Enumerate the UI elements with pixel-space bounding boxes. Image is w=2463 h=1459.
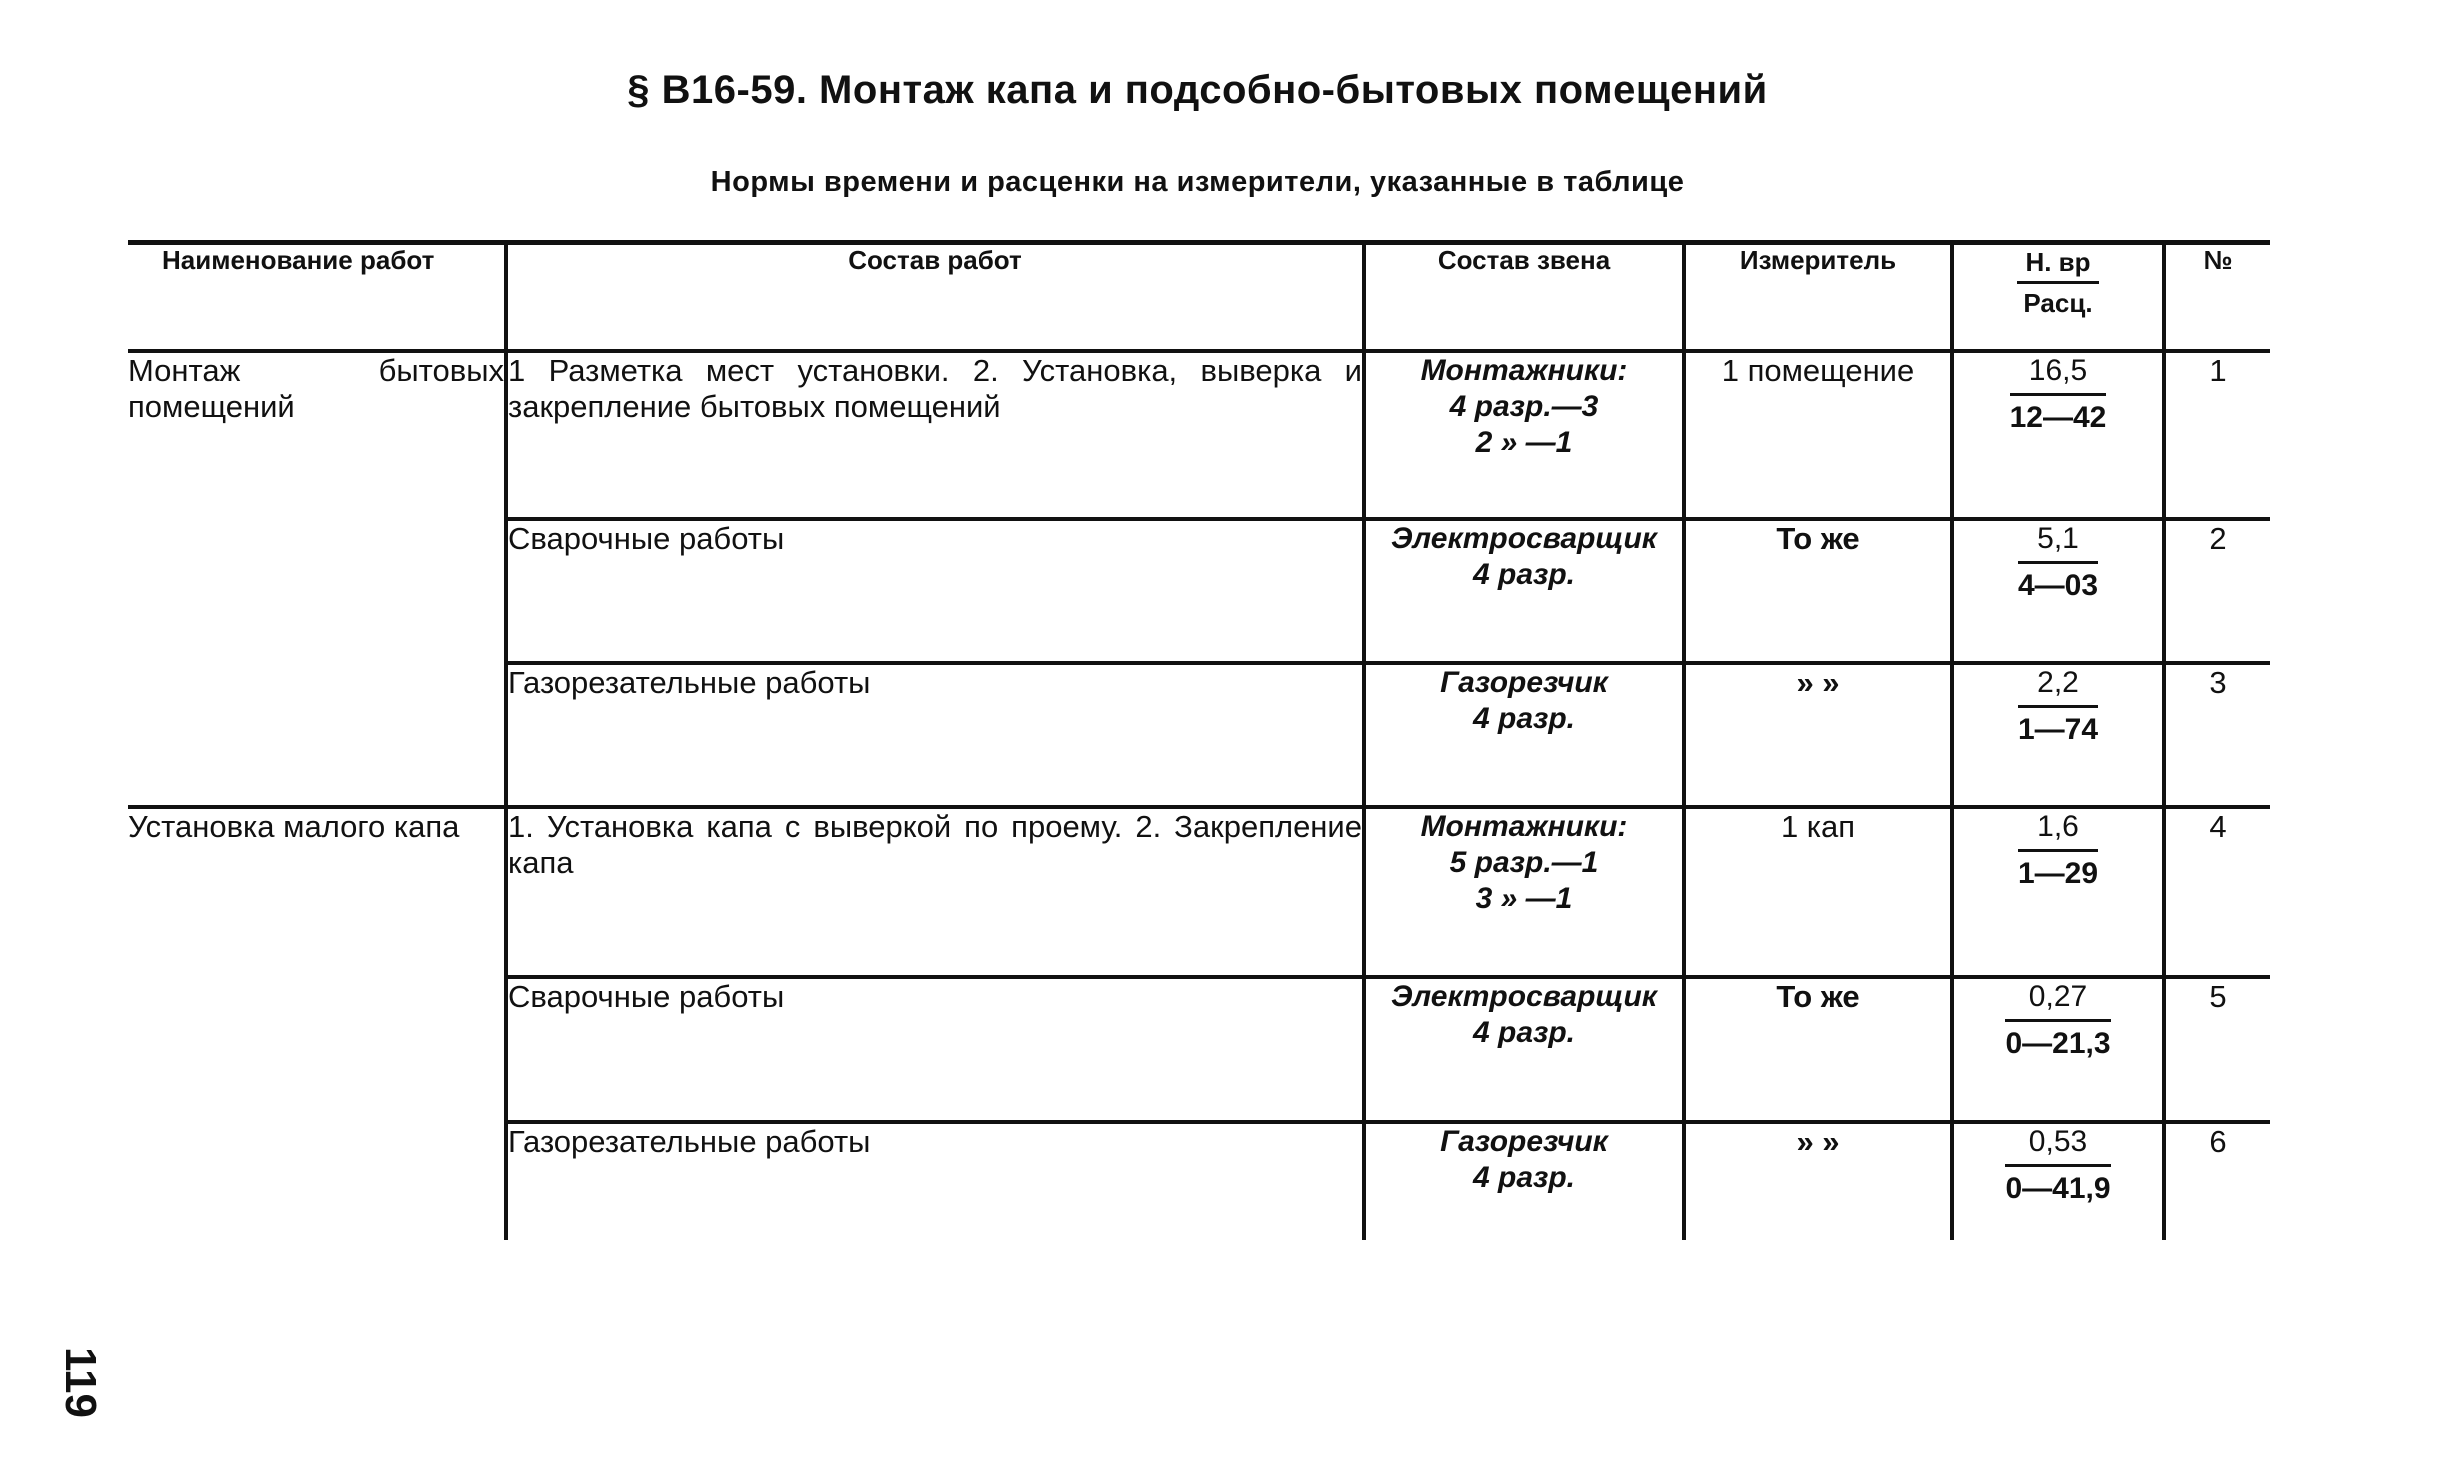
work-description: Газорезательные работы bbox=[506, 1122, 1364, 1240]
norm-cell bbox=[1952, 663, 2164, 807]
time-norm: 0,27 bbox=[2005, 979, 2110, 1022]
header-unit: Измеритель bbox=[1684, 243, 1952, 351]
rate-value: 12—42 bbox=[2009, 400, 2107, 434]
crew-line: 4 разр. bbox=[1473, 557, 1575, 591]
norm-cell bbox=[1952, 1122, 2164, 1240]
page-title: § В16-59. Монтаж капа и подсобно-бытовых помещений bbox=[627, 68, 1768, 112]
unit-cell: 1 кап bbox=[1684, 807, 1952, 977]
crew-cell bbox=[1364, 663, 1684, 807]
crew-line: 4 разр. bbox=[1473, 1015, 1575, 1049]
unit-cell: То же bbox=[1684, 519, 1952, 663]
header-num: № bbox=[2164, 243, 2270, 351]
work-description: 1 Разметка мест установки. 2. Установка, выверка и закрепление бытовых помещений bbox=[506, 351, 1364, 519]
rate-value: 0—21,3 bbox=[2005, 1026, 2111, 1060]
table-row bbox=[128, 351, 2270, 519]
rate-value: 1—29 bbox=[2017, 856, 2099, 890]
time-norm: 0,53 bbox=[2005, 1124, 2110, 1167]
crew-line: 3 » —1 bbox=[1475, 881, 1573, 915]
crew-title: Газорезчик bbox=[1440, 1124, 1608, 1158]
crew-title: Электросварщик bbox=[1390, 979, 1658, 1013]
norm-cell bbox=[1952, 807, 2164, 977]
crew-title: Газорезчик bbox=[1440, 665, 1608, 699]
work-name-cell: Монтаж бытовых помещений bbox=[128, 351, 506, 807]
table-header-row bbox=[128, 243, 2270, 351]
header-norm bbox=[1952, 243, 2164, 351]
crew-cell bbox=[1364, 1122, 1684, 1240]
norm-cell bbox=[1952, 519, 2164, 663]
norm-cell bbox=[1952, 351, 2164, 519]
rate-value: 1—74 bbox=[2017, 712, 2099, 746]
work-description: Газорезательные работы bbox=[506, 663, 1364, 807]
time-norm: 1,6 bbox=[2018, 809, 2098, 852]
crew-cell bbox=[1364, 519, 1684, 663]
norms-table bbox=[128, 240, 2270, 1240]
crew-line: 4 разр. bbox=[1473, 1160, 1575, 1194]
page-number: 119 bbox=[56, 1347, 105, 1418]
rate-value: 4—03 bbox=[2017, 568, 2099, 602]
crew-cell bbox=[1364, 351, 1684, 519]
row-number: 5 bbox=[2164, 977, 2270, 1122]
unit-cell: » » bbox=[1684, 663, 1952, 807]
header-norm-bottom: Расц. bbox=[2023, 288, 2093, 318]
time-norm: 2,2 bbox=[2018, 665, 2098, 708]
unit-cell: » » bbox=[1684, 1122, 1952, 1240]
rate-value: 0—41,9 bbox=[2005, 1171, 2111, 1205]
crew-line: 5 разр.—1 bbox=[1449, 845, 1599, 879]
header-work: Состав работ bbox=[506, 243, 1364, 351]
crew-cell bbox=[1364, 977, 1684, 1122]
time-norm: 5,1 bbox=[2018, 521, 2098, 564]
unit-cell: 1 помещение bbox=[1684, 351, 1952, 519]
unit-cell: То же bbox=[1684, 977, 1952, 1122]
row-number: 2 bbox=[2164, 519, 2270, 663]
time-norm: 16,5 bbox=[2010, 353, 2107, 396]
row-number: 3 bbox=[2164, 663, 2270, 807]
crew-line: 2 » —1 bbox=[1475, 425, 1573, 459]
work-name-cell: Установка малого капа bbox=[128, 807, 506, 1240]
row-number: 1 bbox=[2164, 351, 2270, 519]
crew-line: 4 разр. bbox=[1473, 701, 1575, 735]
work-description: Сварочные работы bbox=[506, 977, 1364, 1122]
table-row bbox=[128, 807, 2270, 977]
header-name: Наименование работ bbox=[128, 243, 506, 351]
work-description: Сварочные работы bbox=[506, 519, 1364, 663]
row-number: 6 bbox=[2209, 1123, 2227, 1159]
crew-line: 4 разр.—3 bbox=[1449, 389, 1599, 423]
row-number: 4 bbox=[2164, 807, 2270, 977]
work-description: 1. Установка капа с выверкой по проему. 2. Закрепление капа bbox=[506, 807, 1364, 977]
norm-cell bbox=[1952, 977, 2164, 1122]
crew-title: Монтажники: bbox=[1420, 809, 1628, 843]
crew-title: Электросварщик bbox=[1390, 521, 1658, 555]
table-subtitle: Нормы времени и расценки на измерители, указанные в таблице bbox=[710, 166, 1685, 198]
crew-cell bbox=[1364, 807, 1684, 977]
crew-title: Монтажники: bbox=[1420, 353, 1628, 387]
header-norm-top: Н. вр bbox=[2017, 245, 2098, 284]
header-crew: Состав звена bbox=[1364, 243, 1684, 351]
